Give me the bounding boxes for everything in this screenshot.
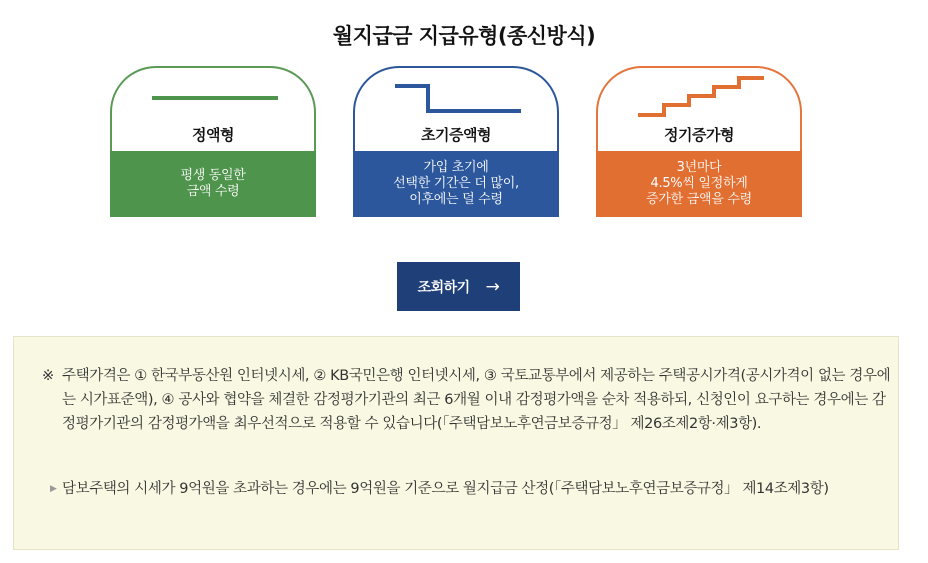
page-title: 월지급금 지급유형(종신방식) xyxy=(332,24,596,48)
inquiry-button-label: 조회하기 xyxy=(417,279,470,296)
inquiry-button[interactable] xyxy=(397,262,520,311)
card-description: 평생 동일한 금액 수령 xyxy=(110,151,316,217)
card-description: 3년마다 4.5%씩 일정하게 증가한 금액을 수령 xyxy=(596,151,802,217)
notice-box xyxy=(13,336,899,550)
card-label: 정기증가형 xyxy=(664,126,734,144)
payment-type-card-initial-increase xyxy=(353,66,559,217)
card-label: 초기증액형 xyxy=(421,126,491,144)
reference-mark-icon: ※ xyxy=(42,368,54,384)
arrow-right-icon: → xyxy=(485,276,500,297)
payment-type-card-fixed xyxy=(110,66,316,217)
card-label: 정액형 xyxy=(192,126,234,144)
notice-text: 담보주택의 시세가 9억원을 초과하는 경우에는 9억원을 기준으로 월지급금 산정(「주택담보노후연금보증규정」 제14조제3항) xyxy=(62,481,829,497)
notice-item-house-price xyxy=(42,364,892,436)
notice-item-price-cap xyxy=(50,477,892,501)
payment-type-card-periodic-increase xyxy=(596,66,802,217)
card-description: 가입 초기에 선택한 기간은 더 많이, 이후에는 덜 수령 xyxy=(353,151,559,217)
notice-text: 주택가격은 ① 한국부동산원 인터넷시세, ② KB국민은행 인터넷시세, ③ 국토교통부에서 제공하는 주택공시가격(공시가격이 없는 경우에는 시가표준액), ④ 공사와 협약을 체결한 감정평가기관의 최근 6개월 이내 감정평가액을 순차 적용하되, 신청인이 요구하는 경우에는 감정평가기관의 감정평가액을 최우선적으로 적용할 수 있습니다(「주택담보노후연금보증규정」 제26조제2항·제3항). xyxy=(62,368,891,432)
triangle-bullet-icon: ▶ xyxy=(50,484,57,494)
